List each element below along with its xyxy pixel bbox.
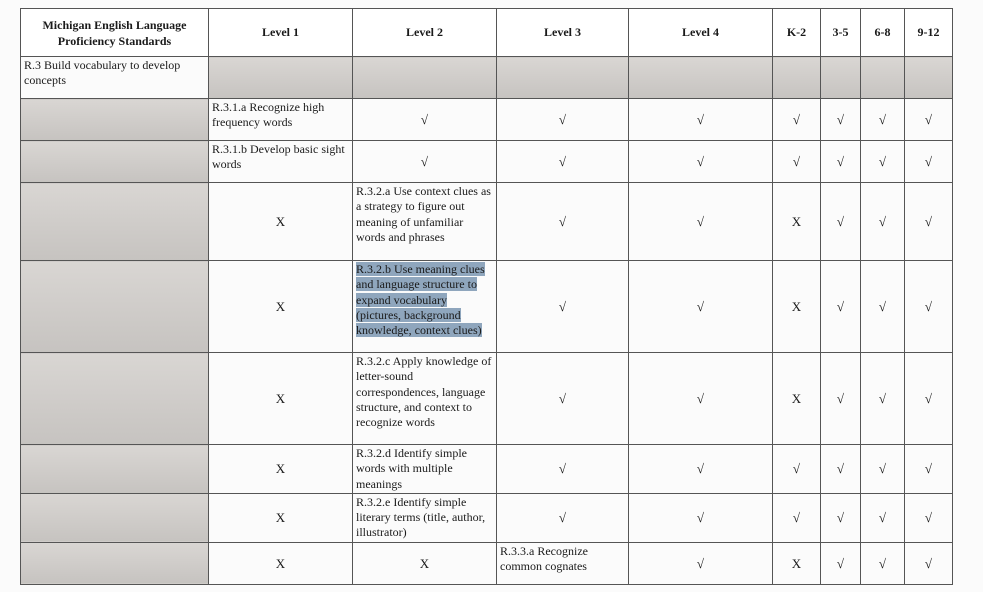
g912-mark: √ [905,261,953,353]
standard-text: R.3.1.a Recognize high frequency words [209,99,353,141]
table-row [21,542,953,584]
k2-mark: √ [773,99,821,141]
level3-mark: √ [497,183,629,261]
standard-text: R.3.2.d Identify simple words with multiple meanings [353,445,497,494]
level4-mark: √ [629,261,773,353]
g912-mark: √ [905,542,953,584]
level4-mark: √ [629,542,773,584]
table-row [21,183,953,261]
level1-mark: X [209,493,353,542]
blank-cell [21,542,209,584]
section-blank-cell [905,57,953,99]
g68-mark: √ [861,493,905,542]
g35-mark: √ [821,141,861,183]
blank-cell [21,493,209,542]
blank-cell [21,183,209,261]
level4-mark: √ [629,493,773,542]
level2-mark: √ [353,141,497,183]
g35-mark: √ [821,99,861,141]
standard-text-selected[interactable] [353,261,497,353]
g912-mark: √ [905,493,953,542]
header-3-5: 3-5 [821,9,861,57]
level3-mark: √ [497,261,629,353]
standard-text: R.3.3.a Recognize common cognates [497,542,629,584]
k2-mark: X [773,183,821,261]
level1-mark: X [209,542,353,584]
g35-mark: √ [821,261,861,353]
level3-mark: √ [497,141,629,183]
g68-mark: √ [861,353,905,445]
g68-mark: √ [861,445,905,494]
header-level-3: Level 3 [497,9,629,57]
level4-mark: √ [629,445,773,494]
g912-mark: √ [905,141,953,183]
blank-cell [21,445,209,494]
g912-mark: √ [905,99,953,141]
level4-mark: √ [629,183,773,261]
standards-table [20,8,953,585]
g912-mark: √ [905,183,953,261]
g912-mark: √ [905,445,953,494]
section-blank-cell [629,57,773,99]
standard-text: R.3.2.e Identify simple literary terms (title, author, illustrator) [353,493,497,542]
table-row [21,141,953,183]
k2-mark: X [773,542,821,584]
level2-mark: √ [353,99,497,141]
header-9-12: 9-12 [905,9,953,57]
g35-mark: √ [821,183,861,261]
g68-mark: √ [861,261,905,353]
g68-mark: √ [861,141,905,183]
level1-mark: X [209,445,353,494]
g35-mark: √ [821,353,861,445]
g68-mark: √ [861,542,905,584]
level1-mark: X [209,261,353,353]
level3-mark: √ [497,353,629,445]
section-title: R.3 Build vocabulary to develop concepts [21,57,209,99]
section-blank-cell [497,57,629,99]
section-blank-cell [861,57,905,99]
header-level-4: Level 4 [629,9,773,57]
g68-mark: √ [861,183,905,261]
header-standards: Michigan English Language Proficiency Standards [21,9,209,57]
standard-text: R.3.2.a Use context clues as a strategy to figure out meaning of unfamiliar words and phrases [353,183,497,261]
blank-cell [21,141,209,183]
level3-mark: √ [497,99,629,141]
standard-text: R.3.1.b Develop basic sight words [209,141,353,183]
g35-mark: √ [821,493,861,542]
g68-mark: √ [861,99,905,141]
blank-cell [21,353,209,445]
level1-mark: X [209,183,353,261]
level3-mark: √ [497,493,629,542]
table-row [21,99,953,141]
level3-mark: √ [497,445,629,494]
level1-mark: X [209,353,353,445]
section-blank-cell [773,57,821,99]
table-row [21,353,953,445]
level2-mark: X [353,542,497,584]
header-6-8: 6-8 [861,9,905,57]
standard-text: R.3.2.c Apply knowledge of letter-sound correspondences, language structure, and context to recognize words [353,353,497,445]
k2-mark: X [773,353,821,445]
k2-mark: √ [773,141,821,183]
k2-mark: √ [773,445,821,494]
level4-mark: √ [629,141,773,183]
section-blank-cell [821,57,861,99]
section-blank-cell [209,57,353,99]
blank-cell [21,261,209,353]
header-row [21,9,953,57]
table-row [21,493,953,542]
section-row [21,57,953,99]
section-blank-cell [353,57,497,99]
table-row [21,261,953,353]
header-k2: K-2 [773,9,821,57]
k2-mark: X [773,261,821,353]
table-row [21,445,953,494]
level4-mark: √ [629,353,773,445]
blank-cell [21,99,209,141]
selection-highlight[interactable]: R.3.2.b Use meaning clues and language structure to expand vocabulary (pictures, background knowledge, context clues) [356,262,485,338]
header-level-1: Level 1 [209,9,353,57]
k2-mark: √ [773,493,821,542]
g35-mark: √ [821,542,861,584]
header-level-2: Level 2 [353,9,497,57]
g35-mark: √ [821,445,861,494]
g912-mark: √ [905,353,953,445]
level4-mark: √ [629,99,773,141]
